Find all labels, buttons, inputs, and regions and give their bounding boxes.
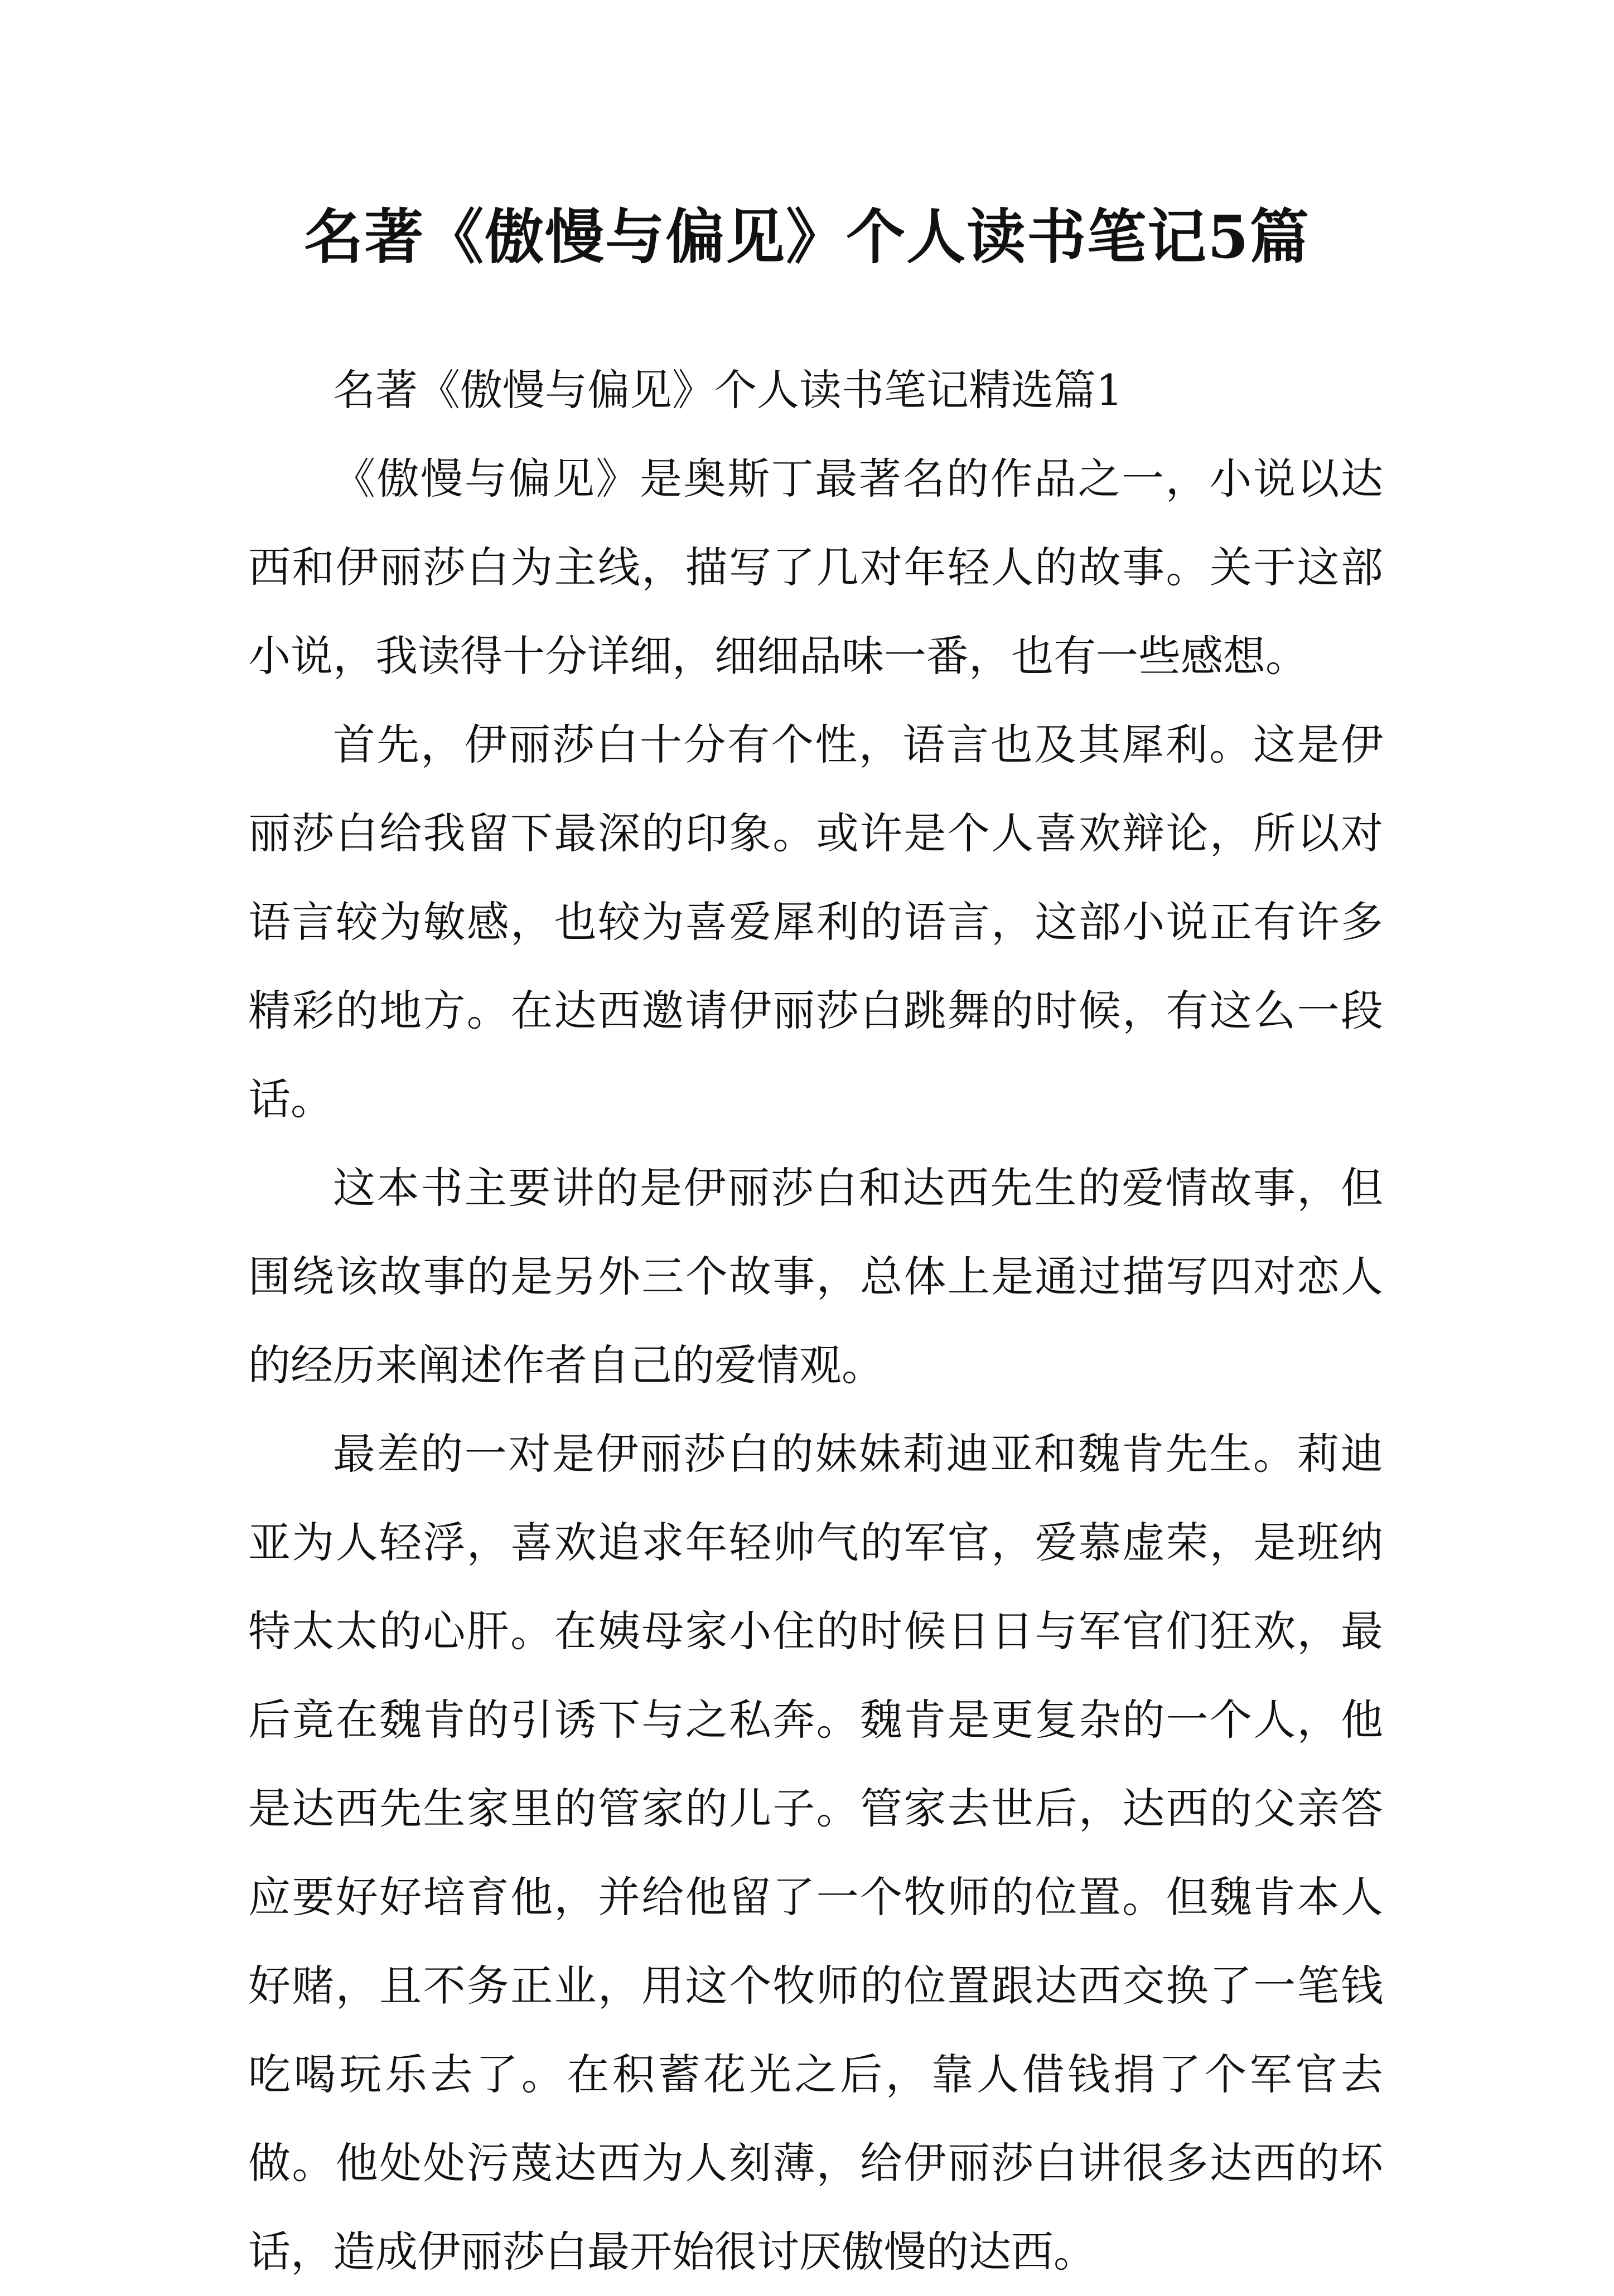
- paragraph: 这本书主要讲的是伊丽莎白和达西先生的爱情故事，但围绕该故事的是另外三个故事，总体上是通过描写四对恋人的经历来阐述作者自己的爱情观。: [248, 1163, 1383, 1390]
- paragraph: 首先，伊丽莎白十分有个性，语言也及其犀利。这是伊丽莎白给我留下最深的印象。或许是个人喜欢辩论，所以对语言较为敏感，也较为喜爱犀利的语言，这部小说正有许多精彩的地方。在达西邀请伊丽莎白跳舞的时候，有这么一段话。: [248, 720, 1383, 1124]
- paragraph: 《傲慢与偏见》是奥斯丁最著名的作品之一，小说以达西和伊丽莎白为主线，描写了几对年轻人的故事。关于这部小说，我读得十分详细，细细品味一番，也有一些感想。: [248, 454, 1383, 681]
- paragraph: 最差的一对是伊丽莎白的妹妹莉迪亚和魏肯先生。莉迪亚为人轻浮，喜欢追求年轻帅气的军官，爱慕虚荣，是班纳特太太的心肝。在姨母家小住的时候日日与军官们狂欢，最后竟在魏肯的引诱下与之私奔。魏肯是更复杂的一个人，他是达西先生家里的管家的儿子。管家去世后，达西的父亲答应要好好培育他，并给他留了一个牧师的位置。但魏肯本人好赌，且不务正业，用这个牧师的位置跟达西交换了一笔钱吃喝玩乐去了。在积蓄花光之后，靠人借钱捐了个军官去做。他处处污蔑达西为人刻薄，给伊丽莎白讲很多达西的坏话，造成伊丽莎白最开始很讨厌傲慢的达西。: [248, 1429, 1383, 2276]
- document-title: 名著《傲慢与偏见》个人读书笔记5篇: [304, 202, 1310, 272]
- section-heading: 名著《傲慢与偏见》个人读书笔记精选篇1: [333, 365, 1123, 415]
- document-body: [248, 346, 1383, 2296]
